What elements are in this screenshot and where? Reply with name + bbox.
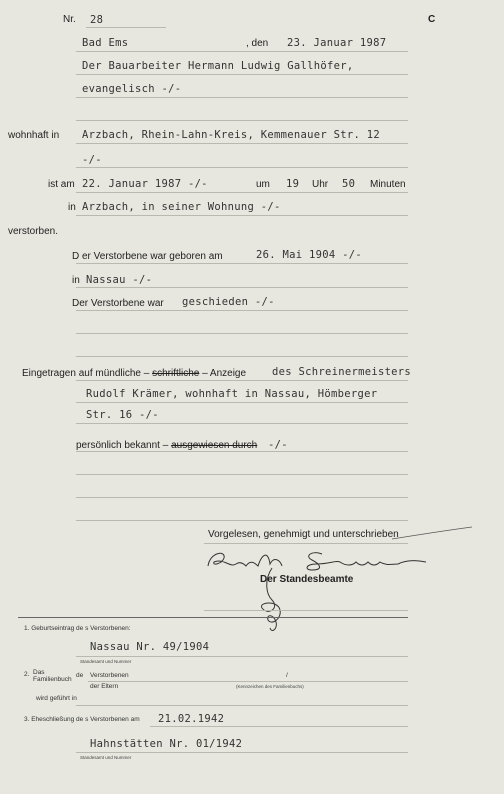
registration-date: 23. Januar 1987	[287, 37, 387, 49]
birth-place: Nassau -/-	[86, 274, 153, 286]
footer-item2-fam: Familienbuch	[33, 676, 72, 683]
informant-name: Rudolf Krämer, wohnhaft in Nassau, Hömberger	[86, 388, 378, 400]
footer-item2-verst: Verstorbenen	[90, 672, 129, 679]
informant-street: Str. 16 -/-	[86, 409, 159, 421]
nr-value: 28	[90, 14, 104, 26]
line-blank-3	[76, 520, 408, 521]
line-report-3	[76, 423, 408, 424]
line-birth	[76, 263, 408, 264]
minuten-label: Minuten	[370, 179, 406, 190]
marriage-date: 21.02.1942	[158, 713, 225, 725]
line-residence-1	[76, 143, 408, 144]
ist-am-label: ist am	[48, 179, 75, 190]
residence-value-2: -/-	[82, 154, 102, 166]
line-place	[76, 51, 408, 52]
footer-item1-label: 1. Geburtseintrag de s Verstorbenen:	[24, 625, 131, 632]
line-deceased-1	[76, 74, 408, 75]
report-anzeige: – Anzeige	[202, 368, 247, 379]
line-identity	[76, 451, 408, 452]
informant-title: des Schreinermeisters	[272, 366, 412, 378]
death-in-label: in	[68, 202, 76, 213]
footer-item3-sub: Standesamt und Nummer	[80, 755, 132, 760]
line-footer-1	[76, 656, 408, 657]
identity-line	[76, 441, 257, 451]
residence-value: Arzbach, Rhein-Lahn-Kreis, Kemmenauer Str. 12	[82, 129, 380, 141]
birth-date: 26. Mai 1904 -/-	[256, 249, 362, 261]
line-status-2	[76, 333, 408, 334]
line-footer-5	[76, 752, 408, 753]
line-status	[76, 310, 408, 311]
identity-end: -/-	[268, 439, 288, 451]
line-report-1	[76, 380, 408, 381]
footer-item3-label: 3. Eheschließung de s Verstorbenen am	[24, 716, 140, 723]
birth-entry-value: Nassau Nr. 49/1904	[90, 641, 210, 653]
footer-item2-de: de	[76, 672, 84, 679]
footer-item1-sub: Standesamt und Nummer	[80, 659, 132, 664]
footer-item2-kenn: (Kennzeichen des Familienbuchs)	[236, 684, 304, 689]
line-report-2	[76, 402, 408, 403]
line-blank-2	[76, 497, 408, 498]
death-place: Arzbach, in seiner Wohnung -/-	[82, 201, 281, 213]
line-footer-4	[150, 726, 408, 727]
identified-by-struck: ausgewiesen durch	[171, 440, 258, 451]
um-label: um	[256, 179, 270, 190]
line-deceased-2	[76, 97, 408, 98]
line-footer-3	[76, 705, 408, 706]
marriage-entry-value: Hahnstätten Nr. 01/1942	[90, 738, 243, 750]
nr-label: Nr.	[63, 14, 76, 25]
line-death-place	[76, 215, 408, 216]
line-signature	[204, 610, 408, 611]
report-written-struck: schriftliche	[152, 368, 200, 379]
birth-label: D er Verstorbene war geboren am	[72, 251, 223, 262]
line-status-3	[76, 356, 408, 357]
footer-item2-eltern: der Eltern	[90, 683, 119, 690]
personally-known: persönlich bekannt –	[76, 440, 169, 451]
report-label	[22, 369, 246, 379]
verstorben-label: verstorben.	[8, 226, 59, 237]
uhr-label: Uhr	[312, 179, 329, 190]
footer-rule	[18, 617, 408, 618]
footer-item2-num: 2.	[24, 671, 30, 678]
deceased-name: Der Bauarbeiter Hermann Ludwig Gallhöfer,	[82, 60, 354, 72]
nr-line	[86, 27, 166, 28]
read-approved-text: Vorgelesen, genehmigt und unterschrieben	[208, 529, 399, 540]
death-date: 22. Januar 1987 -/-	[82, 178, 208, 190]
line-residence-2	[76, 167, 408, 168]
report-oral: Eingetragen auf mündliche –	[22, 368, 150, 379]
registrar-title: Der Standesbeamte	[260, 574, 354, 585]
place-of-registration: Bad Ems	[82, 37, 129, 49]
residence-label: wohnhaft in	[8, 130, 60, 141]
informant-signature	[200, 544, 440, 574]
line-deceased-3	[76, 120, 408, 121]
footer-item2-slash: /	[286, 672, 288, 679]
marital-status: geschieden -/-	[182, 296, 275, 308]
footer-item2-wird: wird geführt in	[36, 695, 77, 702]
status-label: Der Verstorbene war	[72, 298, 164, 309]
line-birth-place	[76, 287, 408, 288]
form-letter: C	[428, 14, 436, 25]
death-minutes: 50	[342, 178, 356, 190]
den-label: , den	[246, 38, 269, 49]
footer-item2-das: Das	[33, 669, 45, 676]
line-footer-2	[88, 681, 408, 682]
registrar-signature	[250, 566, 290, 636]
deceased-religion: evangelisch -/-	[82, 83, 182, 95]
line-death-date	[76, 192, 408, 193]
death-hour: 19	[286, 178, 300, 190]
signature-flourish	[392, 526, 472, 540]
birth-in-label: in	[72, 275, 80, 286]
line-blank-1	[76, 474, 408, 475]
